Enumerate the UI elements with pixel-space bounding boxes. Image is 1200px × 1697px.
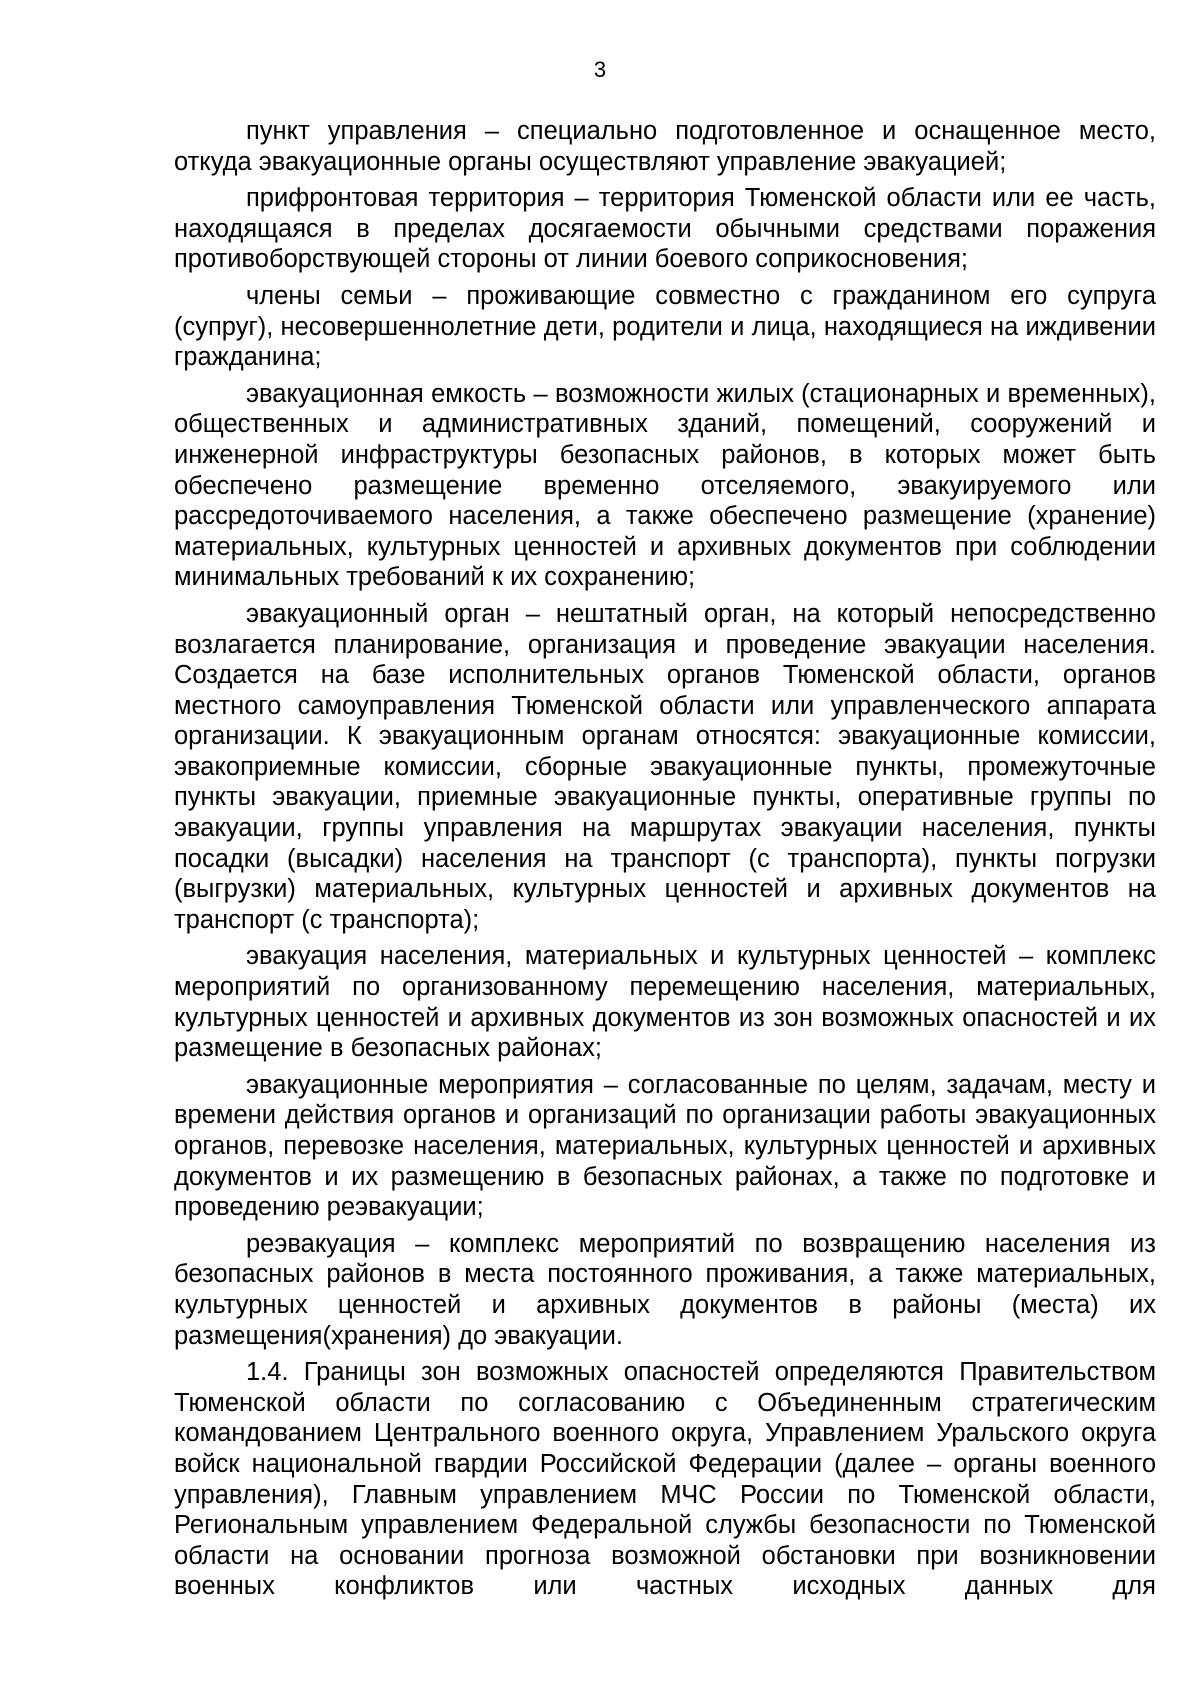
page-number: 3 — [593, 57, 607, 82]
definition-re-evacuation: реэвакуация – комплекс мероприятий по возвращению населения из безопасных районов в места постоянного проживания, а также материальных, культурных ценностей и архивных документов в районы (места) их размещения(хранения) до эвакуации. — [174, 1229, 1156, 1350]
document-body — [174, 116, 1156, 1602]
definition-evacuation-body: эвакуационный орган – нештатный орган, на который непосредственно возлагается планирование, организация и проведение эвакуации населения. Создается на базе исполнительных органов Тюменской области, органов местного самоуправления Тюменской области или управленческого аппарата организации. К эвакуационным органам относятся: эвакуационные комиссии, эвакоприемные комиссии, сборные эвакуационные пункты, промежуточные пункты эвакуации, приемные эвакуационные пункты, оперативные группы по эвакуации, группы управления на маршрутах эвакуации населения, пункты посадки (высадки) населения на транспорт (с транспорта), пункты погрузки (выгрузки) материальных, культурных ценностей и архивных документов на транспорт (с транспорта); — [174, 599, 1156, 934]
definition-family-members: члены семьи – проживающие совместно с гражданином его супруга (супруг), несовершеннолетние дети, родители и лица, находящиеся на иждивении гражданина; — [174, 281, 1156, 372]
definition-evacuation-measures: эвакуационные мероприятия – согласованные по целям, задачам, месту и времени действия органов и организаций по организации работы эвакуационных органов, перевозке населения, материальных, культурных ценностей и архивных документов и их размещению в безопасных районах, а также по подготовке и проведению реэвакуации; — [174, 1070, 1156, 1222]
definition-evacuation-of-population: эвакуация населения, материальных и культурных ценностей – комплекс мероприятий по организованному перемещению населения, материальных, культурных ценностей и архивных документов из зон возможных опасностей и их размещение в безопасных районах; — [174, 942, 1156, 1063]
definition-evacuation-capacity: эвакуационная емкость – возможности жилых (стационарных и временных), общественных и административных зданий, помещений, сооружений и инженерной инфраструктуры безопасных районов, в которых может быть обеспечено размещение временно отселяемого, эвакуируемого или рассредоточиваемого населения, а также обеспечено размещение (хранение) материальных, культурных ценностей и архивных документов при соблюдении минимальных требований к их сохранению; — [174, 379, 1156, 592]
definition-frontline-territory: прифронтовая территория – территория Тюменской области или ее часть, находящаяся в пределах досягаемости обычными средствами поражения противоборствующей стороны от линии боевого соприкосновения; — [174, 184, 1156, 274]
definition-control-point: пункт управления – специально подготовленное и оснащенное место, откуда эвакуационные органы осуществляют управление эвакуацией; — [174, 117, 1156, 176]
clause-1-4: 1.4. Границы зон возможных опасностей определяются Правительством Тюменской области по согласованию с Объединенным стратегическим командованием Центрального военного округа, Управлением Уральского округа войск национальной гвардии Российской Федерации (далее – органы военного управления), Главным управлением МЧС России по Тюменской области, Региональным управлением Федеральной службы безопасности по Тюменской области на основании прогноза возможной обстановки при возникновении военных конфликтов или частных исходных данных для — [174, 1358, 1156, 1601]
